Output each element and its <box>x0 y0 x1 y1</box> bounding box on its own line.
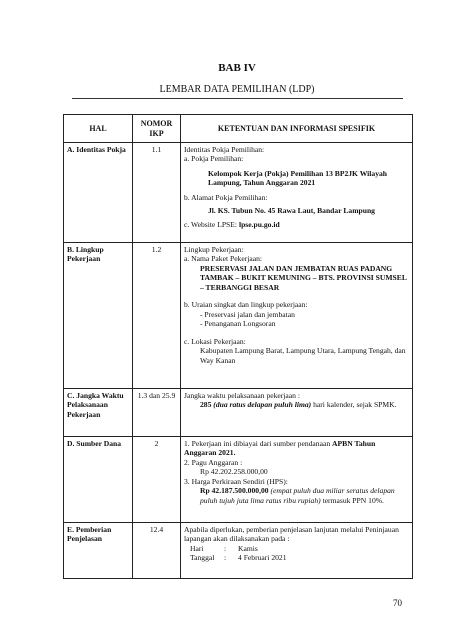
row-a-pokja-value: Kelompok Kerja (Pokja) Pemilihan 13 BP2JK Wilayah Lampung, Tahun Anggaran 2021 <box>208 168 388 188</box>
row-e-content <box>181 523 413 579</box>
row-e-hari-colon: : <box>224 543 227 553</box>
row-b-lokasi-value: Kabupaten Lampung Barat, Lampung Utara, Lampung Tengah, dan Way Kanan <box>200 346 406 365</box>
row-d-hal: D. Sumber Dana <box>64 437 133 523</box>
row-a-website-value: lpse.pu.go.id <box>238 219 280 229</box>
row-d-item1-bold: APBN Tahun Anggaran 2021. <box>184 439 376 458</box>
row-b-paket-label: a. Nama Paket Pekerjaan: <box>184 254 263 264</box>
row-d-hps-value: Rp 42.187.500.000,00 <box>200 486 269 496</box>
row-c-days: 285 <box>200 400 212 410</box>
row-c-content <box>181 389 413 437</box>
row-b-uraian-item-2: - Penanganan Longsoran <box>200 319 276 329</box>
row-b-lokasi-label: c. Lokasi Pekerjaan: <box>184 336 246 346</box>
row-a-pokja-label: a. Pokja Pemilihan: <box>184 154 244 164</box>
row-c-days-words: (dua ratus delapan puluh lima) <box>213 400 312 410</box>
page-title: BAB IV <box>218 62 256 74</box>
row-a-content <box>181 143 413 243</box>
row-e-text: Apabila diperlukan, pemberian penjelasan lanjutan melalui Peninjauan lapangan akan dilaksanakan pada : <box>184 525 399 544</box>
row-b-content <box>181 243 413 389</box>
row-a-website-label: c. Website LPSE: <box>184 219 238 229</box>
row-b-uraian-label: b. Uraian singkat dan lingkup pekerjaan: <box>184 300 308 310</box>
row-e-tanggal-value: 4 Februari 2021 <box>238 553 287 563</box>
row-e-ikp: 12.4 <box>133 523 181 579</box>
row-e-hari-value: Kamis <box>238 543 258 553</box>
header-nomor-ikp: NOMOR IKP <box>133 115 181 143</box>
row-c-ikp: 1.3 dan 25.9 <box>133 389 181 437</box>
row-c-hal: C. Jangka Waktu Pelaksanaan Pekerjaan <box>64 389 133 437</box>
table-row <box>64 243 413 389</box>
row-d-hps-rest: termasuk PPN 10%. <box>322 495 384 505</box>
row-e-hal: E. Pemberian Penjelasan <box>64 523 133 579</box>
row-a-intro: Identitas Pokja Pemilihan: <box>184 145 265 154</box>
row-d-item1-text: 1. Pekerjaan ini dibiayai dari sumber pendanaan <box>184 439 331 448</box>
row-a-alamat-label: b. Alamat Pokja Pemilihan: <box>184 192 268 202</box>
row-e-tanggal-colon: : <box>224 553 227 563</box>
row-c-intro: Jangka waktu pelaksanaan pekerjaan : <box>184 391 300 400</box>
row-a-alamat-value: Jl. KS. Tubun No. 45 Rawa Laut, Bandar Lampung <box>208 206 375 216</box>
row-a-ikp: 1.1 <box>133 143 181 243</box>
header-hal: HAL <box>64 115 133 143</box>
table-header-row <box>64 115 413 143</box>
row-d-hps-words: (empat puluh dua miliar seratus delapan puluh tujuh juta lima ratus ribu rupiah) <box>200 486 395 505</box>
table-row <box>64 437 413 523</box>
header-ketentuan: KETENTUAN DAN INFORMASI SPESIFIK <box>181 115 413 143</box>
row-a-hal: A. Identitas Pokja <box>64 143 133 243</box>
ldp-table <box>63 114 413 579</box>
row-b-hal: B. Lingkup Pekerjaan <box>64 243 133 389</box>
row-b-intro: Lingkup Pekerjaan: <box>184 245 244 254</box>
row-e-tanggal-label: Tanggal <box>190 553 215 563</box>
row-b-uraian-item-1: - Preservasi jalan dan jembatan <box>200 309 295 319</box>
row-b-paket-value: PRESERVASI JALAN DAN JEMBATAN RUAS PADANG TAMBAK – BUKIT KEMUNING – BTS. PROVINSI SUMSEL – TERBANGGI BESAR <box>200 263 407 292</box>
page-number: 70 <box>393 598 402 608</box>
row-d-pagu-value: Rp 42.202.258.000,00 <box>200 467 268 477</box>
row-d-content <box>181 437 413 523</box>
table-row <box>64 523 413 579</box>
table-row <box>64 389 413 437</box>
row-b-ikp: 1.2 <box>133 243 181 389</box>
row-d-pagu-label: 2. Pagu Anggaran : <box>184 457 243 467</box>
row-d-hps-label: 3. Harga Perkiraan Sendiri (HPS): <box>184 476 288 486</box>
row-e-hari-label: Hari <box>190 543 204 553</box>
table-row <box>64 143 413 243</box>
title-divider <box>72 98 403 99</box>
page-subtitle: LEMBAR DATA PEMILIHAN (LDP) <box>159 84 315 95</box>
row-c-rest: hari kalender, sejak SPMK. <box>313 400 397 410</box>
row-d-ikp: 2 <box>133 437 181 523</box>
